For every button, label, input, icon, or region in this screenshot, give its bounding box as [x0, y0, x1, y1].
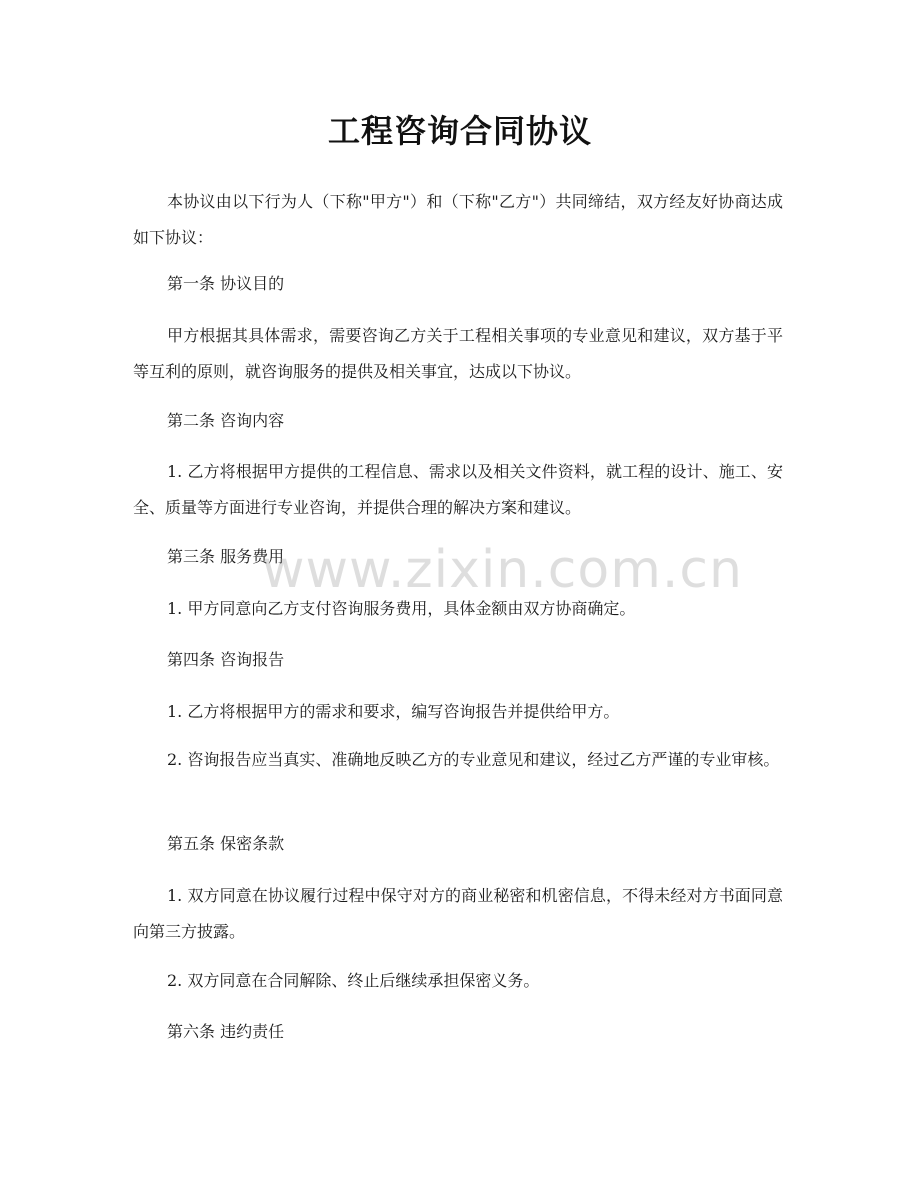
article-5-item-2: 2. 双方同意在合同解除、终止后继续承担保密义务。	[167, 971, 540, 990]
article-5-heading: 第五条 保密条款	[167, 834, 285, 853]
article-2-heading: 第二条 咨询内容	[167, 411, 285, 430]
article-2-item-1: 1. 乙方将根据甲方提供的工程信息、需求以及相关文件资料，就工程的设计、施工、安全、质量等方面进行专业咨询，并提供合理的解决方案和建议。	[133, 462, 783, 517]
article-5-item-1: 1. 双方同意在协议履行过程中保守对方的商业秘密和机密信息，不得未经对方书面同意向第三方披露。	[133, 886, 783, 941]
article-1-paragraph: 甲方根据其具体需求，需要咨询乙方关于工程相关事项的专业意见和建议，双方基于平等互利的原则，就咨询服务的提供及相关事宜，达成以下协议。	[133, 326, 783, 381]
document-title: 工程咨询合同协议	[327, 112, 592, 150]
intro-paragraph: 本协议由以下行为人（下称"甲方"）和（下称"乙方"）共同缔结，双方经友好协商达成如下协议：	[133, 192, 783, 247]
article-4-item-2: 2. 咨询报告应当真实、准确地反映乙方的专业意见和建议，经过乙方严谨的专业审核。	[167, 750, 780, 769]
article-3-heading: 第三条 服务费用	[167, 547, 285, 566]
article-6-heading: 第六条 违约责任	[167, 1022, 285, 1041]
article-4-heading: 第四条 咨询报告	[167, 650, 285, 669]
article-1-heading: 第一条 协议目的	[167, 274, 285, 293]
article-4-item-1: 1. 乙方将根据甲方的需求和要求，编写咨询报告并提供给甲方。	[167, 702, 620, 721]
watermark-text: www.zixin.com.cn	[262, 540, 743, 600]
article-3-item-1: 1. 甲方同意向乙方支付咨询服务费用，具体金额由双方协商确定。	[167, 599, 636, 618]
